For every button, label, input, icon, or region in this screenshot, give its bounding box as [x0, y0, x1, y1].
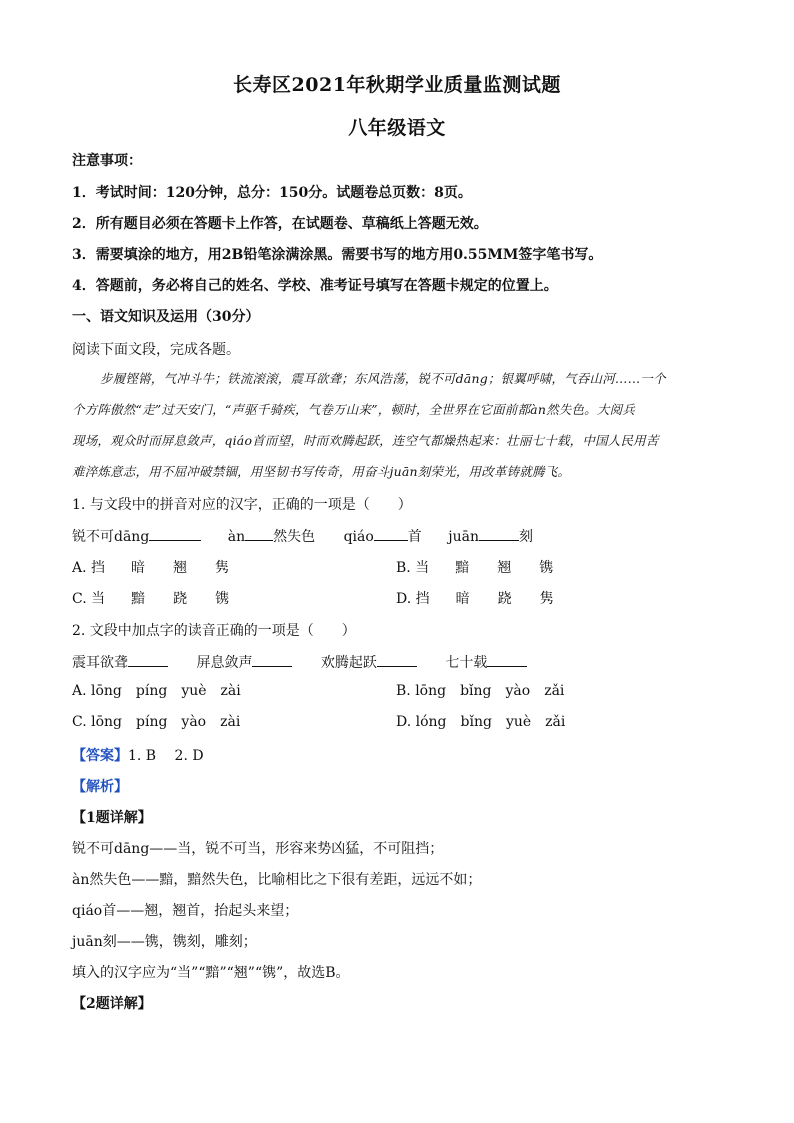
q1-option-d: D. 挡 暗 跷 隽 [396, 591, 554, 607]
q1-detail-line-3: qiáo首——翘，翘首，抬起头来望； [72, 903, 299, 919]
note-item-4: 4．答题前，务必将自己的姓名、学校、准考证号填写在答题卡规定的位置上。 [72, 278, 558, 294]
note-item-2: 2．所有题目必须在答题卡上作答，在试题卷、草稿纸上答题无效。 [72, 216, 488, 232]
blank-prompt-qiao-suffix: 首 [407, 529, 422, 545]
q1-option-b: B. 当 黯 翘 镌 [396, 560, 554, 576]
word-4: 七十载 [445, 655, 488, 671]
q2-option-b: B. lōng bǐng yào zǎi [396, 683, 565, 699]
passage-line-4: 难淬炼意志，用不屈冲破禁锢，用坚韧书写传奇，用奋斗juān刻荣光，用改革铸就腾飞。 [72, 464, 571, 479]
answer-blank [374, 528, 408, 541]
answer-tag: 【答案】 [72, 748, 128, 764]
reading-passage [72, 363, 722, 487]
word-2: 屏息敛声 [196, 655, 253, 671]
answer-blank [245, 528, 273, 541]
answer-blank [377, 654, 417, 667]
word-1: 震耳欲聋 [72, 655, 128, 671]
passage-line-1: 步履铿锵，气冲斗牛；铁流滚滚，震耳欲聋；东风浩荡，锐不可dāng；银翼呼啸，气吞山河……一个 [100, 371, 666, 386]
passage-line-2: 个方阵傲然“走”过天安门，“声驱千骑疾，气卷万山来”，顿时，全世界在它面前都àn然失色。大阅兵 [72, 402, 635, 417]
blank-prompt-juan: juān [448, 529, 479, 545]
q2-option-c: C. lōng píng yào zài [72, 714, 241, 730]
question-2-stem: 2. 文段中加点字的读音正确的一项是（ ） [72, 623, 356, 639]
section-heading: 一、语文知识及运用（30分） [72, 309, 260, 325]
q2-option-d: D. lóng bǐng yuè zǎi [396, 714, 566, 730]
q1-option-c: C. 当 黯 跷 镌 [72, 591, 230, 607]
answer-blank [487, 654, 527, 667]
note-item-3: 3．需要填涂的地方，用2B铅笔涂满涂黑。需要书写的地方用0.55MM签字笔书写。 [72, 247, 603, 263]
q1-detail-line-1: 锐不可dāng——当，锐不可当，形容来势凶猛，不可阻挡； [72, 841, 444, 857]
q2-option-a: A. lōng píng yuè zài [72, 683, 241, 699]
blank-prompt-juan-suffix: 刻 [518, 529, 533, 545]
q1-detail-tag: 【1题详解】 [72, 810, 152, 826]
answer-blank [149, 528, 201, 541]
question-2-words [72, 652, 527, 672]
section-intro: 阅读下面文段，完成各题。 [72, 342, 240, 358]
question-1-stem: 1. 与文段中的拼音对应的汉字，正确的一项是（ ） [72, 497, 412, 513]
q1-detail-line-5: 填入的汉字应为“当”“黯”“翘”“镌”，故选B。 [72, 965, 350, 981]
q1-option-a: A. 挡 暗 翘 隽 [72, 560, 230, 576]
answer-blank [479, 528, 519, 541]
answer-text: 1. B 2. D [128, 748, 204, 764]
blank-prompt-qiao: qiáo [343, 529, 374, 545]
document-subtitle: 八年级语文 [348, 117, 446, 139]
note-item-1: 1．考试时间：120分钟，总分：150分。试题卷总页数：8页。 [72, 185, 472, 201]
word-3: 欢腾起跃 [320, 655, 377, 671]
blank-prompt-an: àn [227, 529, 246, 545]
passage-line-3: 现场，观众时而屏息敛声，qiáo首而望，时而欢腾起跃，连空气都燥热起来：壮丽七十载，中国人民用苦 [72, 433, 659, 448]
blank-prompt-dang: 锐不可dāng [72, 529, 150, 545]
answer-blank [128, 654, 168, 667]
analysis-tag: 【解析】 [72, 779, 128, 795]
notes-heading: 注意事项： [72, 153, 142, 169]
answer-line [72, 745, 204, 765]
blank-prompt-an-suffix: 然失色 [273, 529, 316, 545]
document-title: 长寿区2021年秋期学业质量监测试题 [233, 74, 561, 96]
answer-blank [252, 654, 292, 667]
question-1-blanks [72, 526, 533, 546]
q1-detail-line-2: àn然失色——黯，黯然失色，比喻相比之下很有差距，远远不如； [72, 872, 482, 888]
q2-detail-tag: 【2题详解】 [72, 996, 152, 1012]
q1-detail-line-4: juān刻——镌，镌刻，雕刻； [72, 934, 257, 950]
